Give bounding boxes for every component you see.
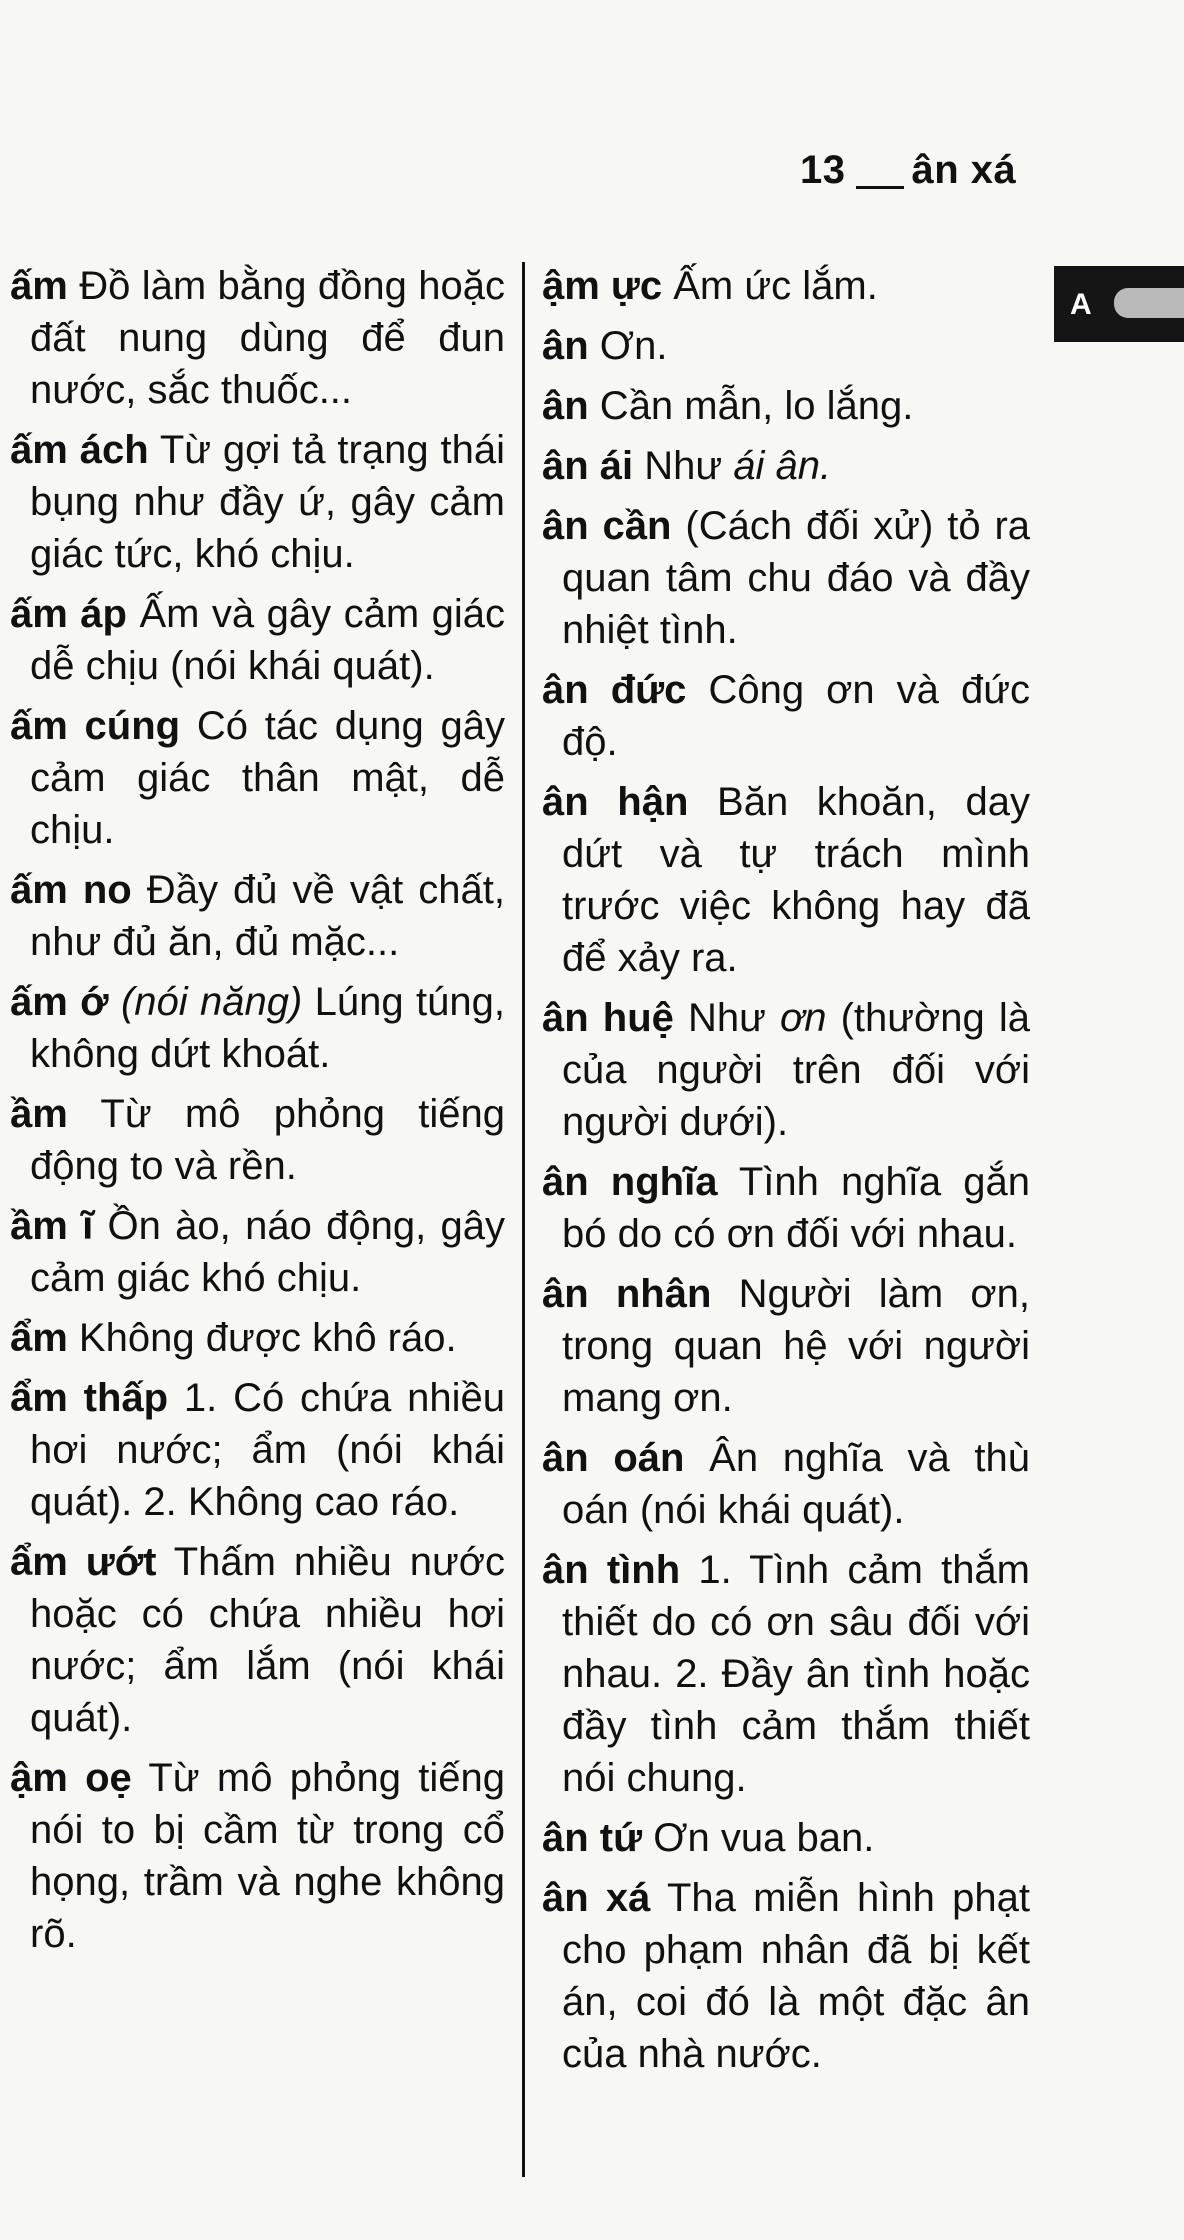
definition-continued: (thường là của người trên đối với người dưới). [562, 996, 1030, 1144]
definition: Tình nghĩa gắn bó do có ơn đối với nhau. [562, 1160, 1030, 1256]
headword: ẩm thấp [10, 1376, 169, 1420]
definition: (Cách đối xử) tỏ ra quan tâm chu đáo và đầy nhiệt tình. [562, 504, 1031, 652]
column-divider [522, 262, 525, 2177]
headword: ấm no [10, 868, 132, 912]
definition: 1. Có chứa nhiều hơi nước; ẩm (nói khái quát). 2. Không cao ráo. [30, 1376, 506, 1524]
headword: ẩm ướt [10, 1540, 157, 1584]
dictionary-entry [10, 1536, 505, 1744]
guide-word: ân xá [911, 148, 1017, 192]
definition: Từ mô phỏng tiếng động to và rền. [30, 1092, 505, 1188]
headword: ân huệ [542, 996, 674, 1040]
dictionary-entry [10, 588, 505, 692]
dictionary-entry [10, 260, 505, 416]
dictionary-entry [542, 1544, 1030, 1804]
thumb-index-tab [1054, 266, 1184, 342]
definition: Ơn vua ban. [642, 1816, 875, 1860]
headword: ậm oẹ [10, 1756, 132, 1800]
definition: Cần mẫn, lo lắng. [588, 384, 914, 428]
headword: ân xá [542, 1876, 651, 1920]
headword: ấm ách [10, 428, 149, 472]
definition: Tha miễn hình phạt cho phạm nhân đã bị kết án, coi đó là một đặc ân của nhà nước. [562, 1876, 1030, 2076]
headword: ân ái [542, 444, 634, 488]
headword: ẩm [10, 1316, 68, 1360]
definition: Ấm ức lắm. [662, 264, 878, 308]
page-number: 13 [800, 148, 846, 192]
dictionary-entry [542, 260, 1030, 312]
running-header [800, 148, 1016, 193]
dictionary-entry [10, 976, 505, 1080]
cross-reference: ái ân. [733, 444, 832, 488]
tab-letter: A [1070, 288, 1092, 321]
headword: ân tình [542, 1548, 681, 1592]
definition: Không được khô ráo. [67, 1316, 457, 1360]
tab-smudge [1114, 288, 1184, 318]
dictionary-entry [10, 1752, 505, 1960]
definition: Từ gợi tả trạng thái bụng như đầy ứ, gây cảm giác tức, khó chịu. [30, 428, 505, 576]
dictionary-entry [542, 440, 1030, 492]
dictionary-entry [10, 1200, 505, 1304]
dictionary-entry [10, 1088, 505, 1192]
definition: Người làm ơn, trong quan hệ với người mang ơn. [562, 1272, 1030, 1420]
headword: ấm [10, 264, 68, 308]
headword: ân oán [542, 1436, 685, 1480]
definition: Từ mô phỏng tiếng nói to bị cầm từ trong cổ họng, trầm và nghe không rõ. [30, 1756, 505, 1956]
definition: Có tác dụng gây cảm giác thân mật, dễ chịu. [30, 704, 505, 852]
header-rule [856, 186, 904, 189]
headword: ân hận [542, 780, 689, 824]
headword: ân tứ [542, 1816, 643, 1860]
usage-note: (nói năng) [108, 980, 303, 1024]
definition: Đầy đủ về vật chất, như đủ ăn, đủ mặc... [30, 868, 506, 964]
definition: Ấm và gây cảm giác dễ chịu (nói khái quát). [30, 592, 506, 688]
headword: ân nghĩa [542, 1160, 718, 1204]
definition: Như [673, 996, 781, 1040]
dictionary-entry [10, 1312, 505, 1364]
dictionary-entry [542, 1268, 1030, 1424]
definition: Lúng túng, không dứt khoát. [30, 980, 505, 1076]
cross-reference: ơn [780, 996, 827, 1040]
headword: ấm áp [10, 592, 127, 636]
dictionary-entry [542, 1872, 1030, 2080]
headword: ân đức [542, 668, 687, 712]
headword: ân nhân [542, 1272, 712, 1316]
definition: 1. Tình cảm thắm thiết do có ơn sâu đối với nhau. 2. Đầy ân tình hoặc đầy tình cảm thắm thiết nói chung. [562, 1548, 1031, 1800]
dictionary-entry [10, 1372, 505, 1528]
dictionary-entry [10, 700, 505, 856]
definition: Băn khoăn, day dứt và tự trách mình trước việc không hay đã để xảy ra. [562, 780, 1030, 980]
definition: Thấm nhiều nước hoặc có chứa nhiều hơi nước; ẩm lắm (nói khái quát). [30, 1540, 505, 1740]
headword: ân [542, 384, 589, 428]
left-column [10, 260, 505, 1968]
right-column [542, 260, 1030, 2088]
dictionary-entry [542, 320, 1030, 372]
dictionary-entry [542, 992, 1030, 1148]
dictionary-entry [542, 500, 1030, 656]
headword: ầm [10, 1092, 68, 1136]
definition: Đồ làm bằng đồng hoặc đất nung dùng để đun nước, sắc thuốc... [30, 264, 505, 412]
dictionary-entry [542, 664, 1030, 768]
definition: Ồn ào, náo động, gây cảm giác khó chịu. [30, 1204, 506, 1300]
definition: Như [633, 444, 734, 488]
headword: ấm ớ [10, 980, 109, 1024]
dictionary-entry [542, 1432, 1030, 1536]
headword: ầm ĩ [10, 1204, 94, 1248]
dictionary-entry [542, 1156, 1030, 1260]
dictionary-entry [10, 424, 505, 580]
dictionary-entry [10, 864, 505, 968]
headword: ân [542, 324, 589, 368]
dictionary-entry [542, 380, 1030, 432]
dictionary-entry [542, 776, 1030, 984]
headword: ậm ực [542, 264, 663, 308]
headword: ấm cúng [10, 704, 181, 748]
definition: Công ơn và đức độ. [562, 668, 1031, 764]
definition: Ơn. [588, 324, 668, 368]
definition: Ân nghĩa và thù oán (nói khái quát). [562, 1436, 1031, 1532]
dictionary-entry [542, 1812, 1030, 1864]
headword: ân cần [542, 504, 672, 548]
